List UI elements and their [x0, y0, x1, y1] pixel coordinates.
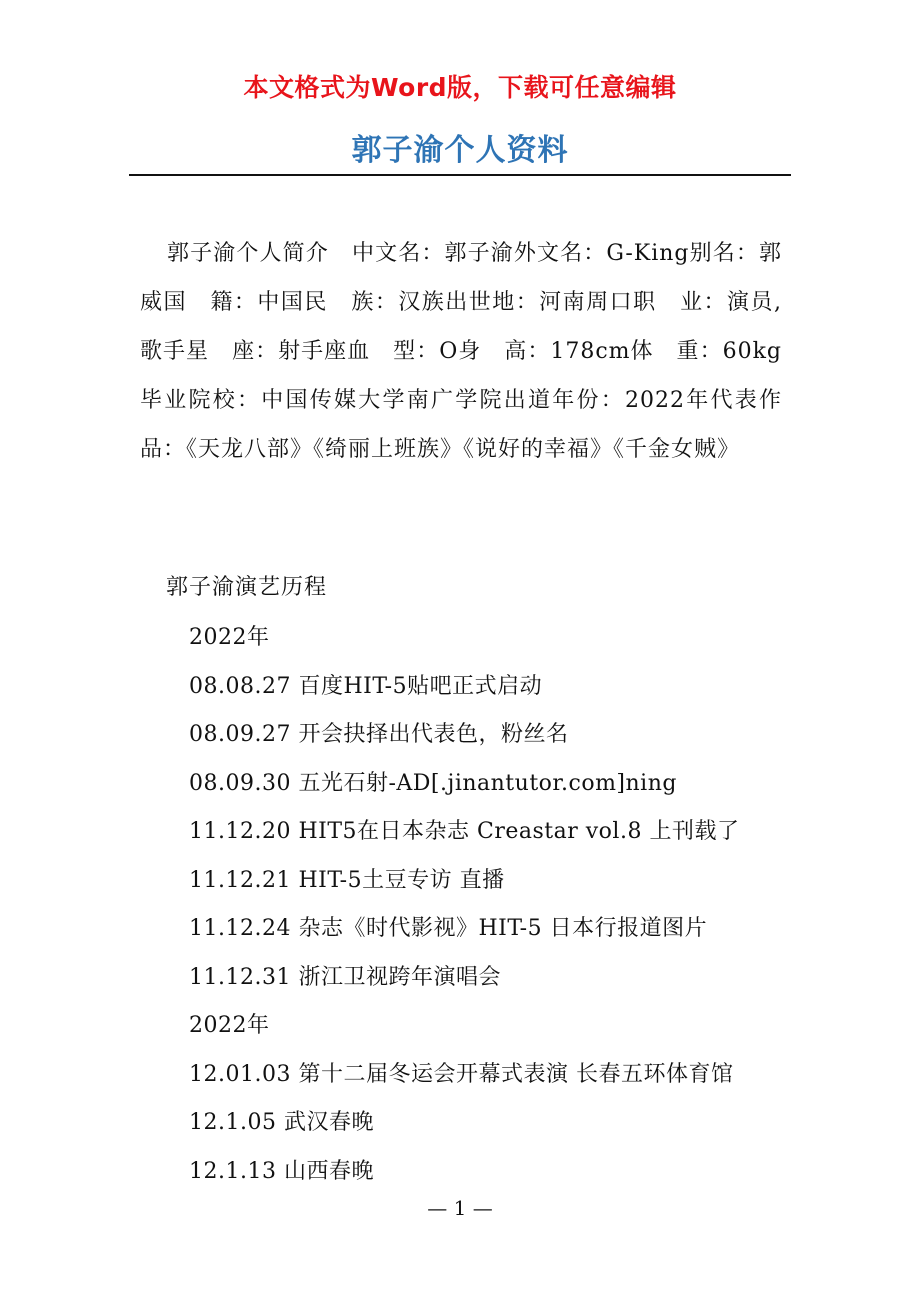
title-divider	[129, 174, 791, 176]
timeline-entry: 08.09.27 开会抉择出代表色，粉丝名	[189, 722, 569, 747]
timeline-entry: 12.1.13 山西春晚	[189, 1158, 374, 1184]
page-title: 郭子渝个人资料	[351, 133, 569, 168]
timeline-entry: 12.1.05 武汉春晚	[189, 1110, 374, 1135]
timeline-entry: 11.12.20 HIT5在日本杂志 Creastar vol.8 上刊载了	[189, 819, 740, 844]
download-notice: 本文格式为Word版，下载可任意编辑	[243, 73, 677, 102]
timeline-entry: 08.08.27 百度HIT-5贴吧正式启动	[189, 673, 543, 699]
timeline-entry: 11.12.31 浙江卫视跨年演唱会	[189, 964, 501, 990]
section-heading: 郭子渝演艺历程	[166, 575, 328, 600]
timeline-entry: 08.09.30 五光石射-AD[.jinantutor.com]ning	[189, 770, 677, 796]
timeline-entry: 2022年	[189, 1013, 270, 1038]
timeline-entry: 12.01.03 第十二届冬运会开幕式表演 长春五环体育馆	[189, 1061, 734, 1087]
timeline-entry: 2022年	[189, 625, 270, 650]
page-number: — 1 —	[427, 1196, 493, 1220]
timeline-entry: 11.12.24 杂志《时代影视》HIT-5 日本行报道图片	[189, 916, 708, 941]
timeline-entry: 11.12.21 HIT-5土豆专访 直播	[189, 867, 505, 893]
intro-paragraph: 郭子渝个人简介 中文名：郭子渝外文名：G-King别名：郭威国 籍：中国民 族：汉族出世地：河南周口职 业：演员,歌手星 座：射手座血 型：O身 高：178cm体 重：60kg毕业院校：中国传媒大学南广学院出道年份：2022年代表作品：《天龙八部》《绮丽上班族》《说好的幸福》《千金女贼》	[140, 241, 782, 462]
timeline-list	[189, 614, 789, 1196]
